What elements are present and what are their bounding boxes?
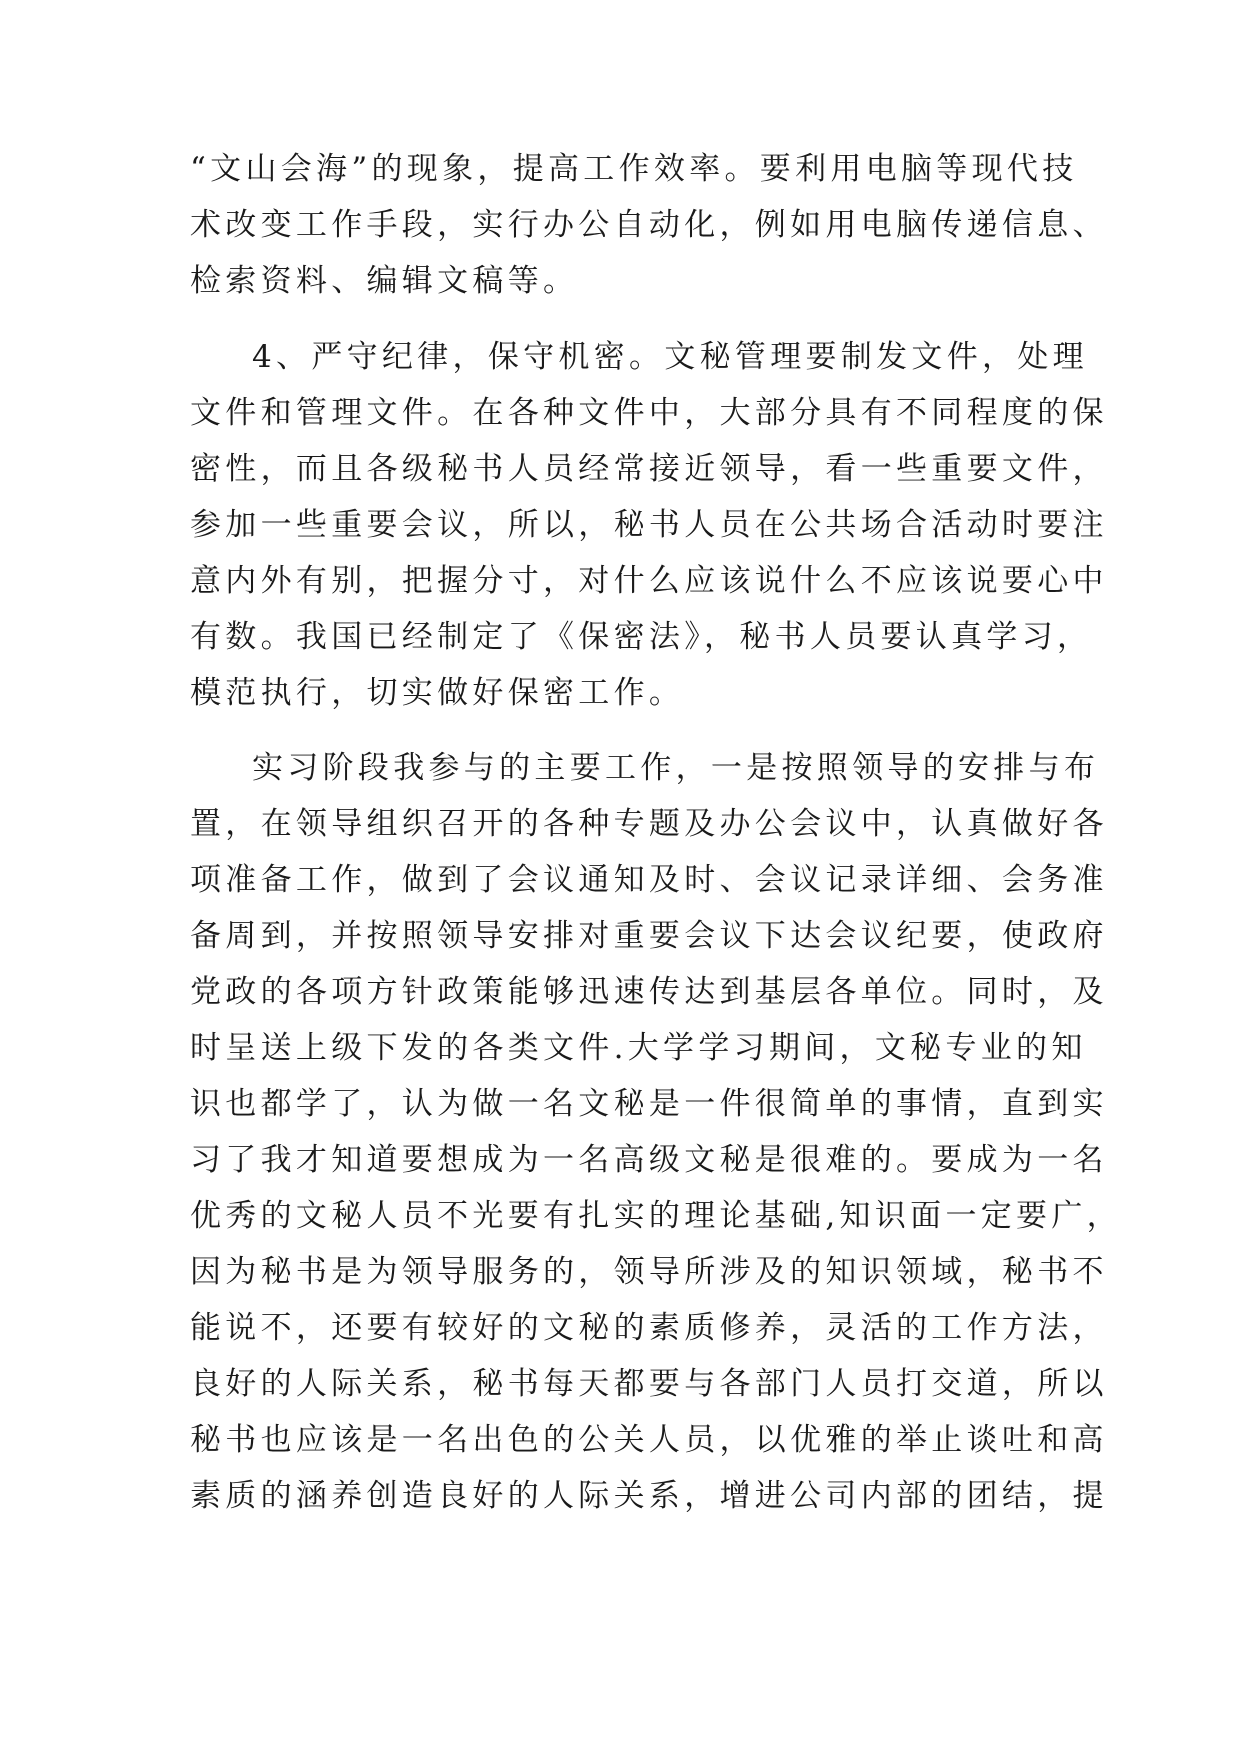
text-line: 习了我才知道要想成为一名高级文秘是很难的。要成为一名 (190, 1142, 1108, 1178)
text-line: 素质的涵养创造良好的人际关系，增进公司内部的团结，提 (190, 1478, 1108, 1514)
text-line: 实习阶段我参与的主要工作，一是按照领导的安排与布 (252, 750, 1100, 786)
text-line: 因为秘书是为领导服务的，领导所涉及的知识领域，秘书不 (190, 1254, 1108, 1290)
text-line: 模范执行，切实做好保密工作。 (190, 675, 685, 711)
text-line: 意内外有别，把握分寸，对什么应该说什么不应该说要心中 (190, 563, 1108, 599)
text-line: 文件和管理文件。在各种文件中，大部分具有不同程度的保 (190, 395, 1108, 431)
text-line: 时呈送上级下发的各类文件.大学学习期间，文秘专业的知 (190, 1030, 1087, 1066)
text-line: 4、严守纪律，保守机密。文秘管理要制发文件，处理 (252, 339, 1088, 375)
text-line: 参加一些重要会议，所以，秘书人员在公共场合活动时要注 (190, 507, 1108, 543)
text-line: 识也都学了，认为做一名文秘是一件很简单的事情，直到实 (190, 1086, 1108, 1122)
text-line: 术改变工作手段，实行办公自动化，例如用电脑传递信息、 (190, 207, 1108, 243)
text-line: 置，在领导组织召开的各种专题及办公会议中，认真做好各 (190, 806, 1108, 842)
text-line: 检索资料、编辑文稿等。 (190, 263, 579, 299)
text-line: 能说不，还要有较好的文秘的素质修养，灵活的工作方法， (190, 1310, 1108, 1346)
text-line: 党政的各项方针政策能够迅速传达到基层各单位。同时，及 (190, 974, 1108, 1010)
text-line: “文山会海”的现象，提高工作效率。要利用电脑等现代技 (190, 151, 1078, 187)
text-line: 备周到，并按照领导安排对重要会议下达会议纪要，使政府 (190, 918, 1108, 954)
text-line: 项准备工作，做到了会议通知及时、会议记录详细、会务准 (190, 862, 1108, 898)
text-line: 密性，而且各级秘书人员经常接近领导，看一些重要文件， (190, 451, 1108, 487)
text-line: 良好的人际关系，秘书每天都要与各部门人员打交道，所以 (190, 1366, 1108, 1402)
text-line: 有数。我国已经制定了《保密法》，秘书人员要认真学习， (190, 619, 1093, 655)
text-line: 秘书也应该是一名出色的公关人员，以优雅的举止谈吐和高 (190, 1422, 1108, 1458)
text-line: 优秀的文秘人员不光要有扎实的理论基础,知识面一定要广， (190, 1198, 1122, 1234)
